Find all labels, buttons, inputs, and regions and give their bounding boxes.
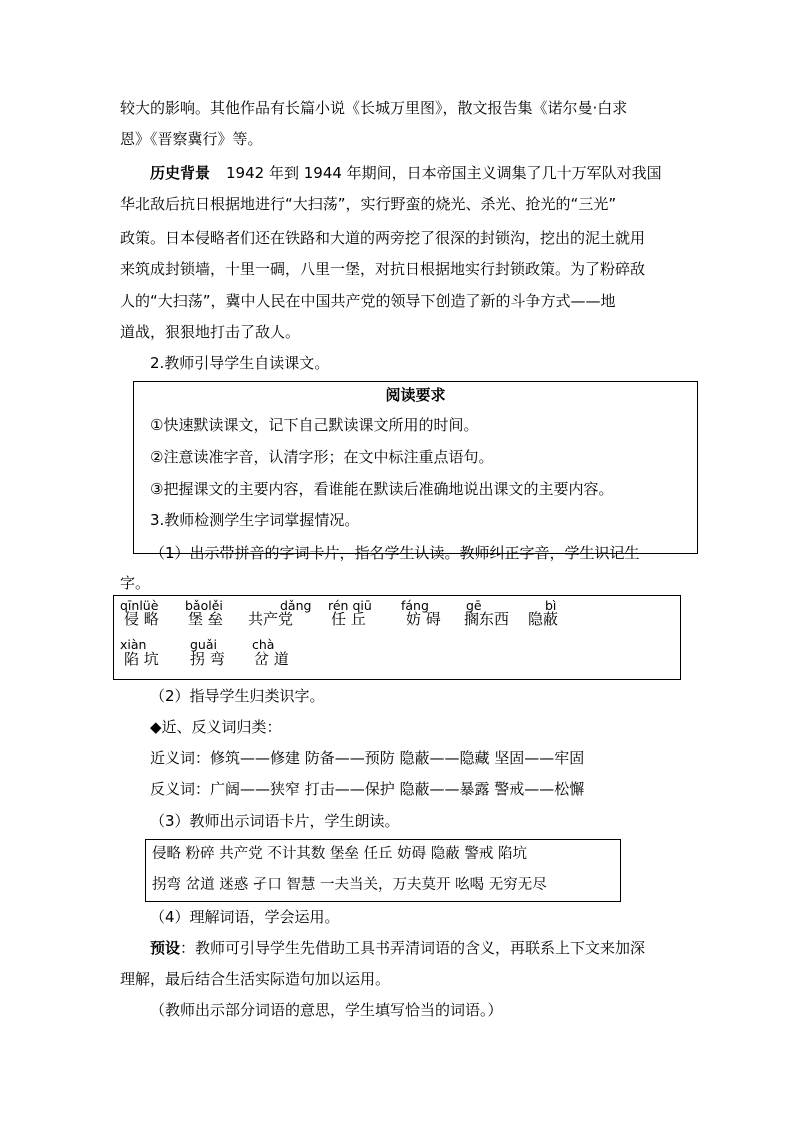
reading-requirements-title: 阅读要求 (385, 386, 446, 404)
word-card (145, 839, 621, 902)
antonyms-line: 反义词：广阔——狭窄 打击——保护 隐蔽——暴露 警戒——松懈 (150, 780, 585, 798)
pinyin: bì (545, 598, 557, 613)
reading-requirement-1: ①快速默读课文，记下自己默读课文所用的时间。 (150, 416, 479, 434)
sub-1-line-2: 字。 (120, 574, 151, 592)
history-first-line (150, 162, 662, 184)
synonyms-line: 近义词：修筑——修建 防备——预防 隐蔽——隐藏 坚固——牢固 (150, 749, 585, 767)
history-line-6: 道战，狠狠地打击了敌人。 (120, 323, 301, 341)
hanzi: 任 丘 (331, 610, 366, 628)
hanzi: 岔 道 (254, 650, 289, 668)
word-card-row-1: 侵略 粉碎 共产党 不计其数 堡垒 任丘 妨碍 隐蔽 警戒 陷坑 (152, 846, 527, 862)
history-line-2: 华北敌后抗日根据地进行“大扫荡”，实行野蛮的烧光、杀光、抢光的“三光” (120, 195, 617, 213)
step-3: 3.教师检测学生字词掌握情况。 (150, 511, 360, 529)
hanzi: 侵 略 (124, 610, 159, 628)
pinyin: rén qiū (328, 598, 372, 613)
hanzi: 搁东西 (464, 610, 510, 628)
hanzi: 陷 坑 (124, 650, 159, 668)
reading-requirement-2: ②注意读准字音，认清字形；在文中标注重点语句。 (150, 448, 494, 466)
hanzi: 共产党 (248, 610, 294, 628)
sub-1-line-1: （1）出示带拼音的字词卡片，指名学生认读。教师纠正字音，学生识记生 (150, 544, 640, 562)
history-line-5: 人的“大扫荡”，冀中人民在中国共产党的领导下创造了新的斗争方式——地 (120, 292, 616, 310)
pinyin-card (113, 595, 681, 680)
sub-4: （4）理解词语，学会运用。 (150, 908, 340, 926)
pinyin: bǎolěi (185, 598, 223, 613)
hanzi: 拐 弯 (190, 650, 225, 668)
history-line-4: 来筑成封锁墙，十里一碉，八里一堡，对抗日根据地实行封锁政策。为了粉碎敌 (120, 260, 646, 278)
teacher-note: （教师出示部分词语的意思，学生填写恰当的词语。） (150, 1001, 503, 1019)
pinyin: gē (466, 598, 482, 613)
hanzi: 堡 垒 (188, 610, 223, 628)
category-heading: ◆近、反义词归类： (150, 718, 282, 736)
pinyin: chà (252, 637, 275, 652)
step-2: 2.教师引导学生自读课文。 (150, 354, 330, 372)
preset-line-2: 理解，最后结合生活实际造句加以运用。 (120, 970, 391, 988)
history-line-3: 政策。日本侵略者们还在铁路和大道的两旁挖了很深的封锁沟，挖出的泥土就用 (120, 229, 646, 247)
reading-requirement-3: ③把握课文的主要内容，看谁能在默读后准确地说出课文的主要内容。 (150, 480, 614, 498)
hanzi: 隐蔽 (528, 610, 559, 628)
word-card-row-2: 拐弯 岔道 迷惑 孑口 智慧 一夫当关，万夫莫开 吆喝 无穷无尽 (152, 877, 547, 893)
intro-line-1: 较大的影响。其他作品有长篇小说《长城万里图》，散文报告集《诺尔曼·白求 (120, 99, 628, 117)
pinyin: xiàn (120, 637, 147, 652)
pinyin: guǎi (190, 637, 217, 652)
reading-requirements-box (133, 381, 698, 554)
preset-first-line (150, 937, 645, 959)
history-label: 历史背景 (150, 164, 211, 182)
pinyin: dǎng (280, 598, 312, 613)
pinyin: fáng (401, 598, 429, 613)
preset-line-1: ：教师可引导学生先借助工具书弄清词语的含义，再联系上下文来加深 (180, 939, 646, 957)
hanzi: 妨 碍 (406, 610, 441, 628)
sub-3: （3）教师出示词语卡片，学生朗读。 (150, 812, 400, 830)
intro-line-2: 恩》《晋察冀行》等。 (120, 130, 263, 148)
preset-label: 预设 (150, 939, 181, 957)
sub-2: （2）指导学生归类识字。 (150, 687, 325, 705)
pinyin: qīnlüè (120, 598, 159, 613)
history-line-1: 1942 年到 1944 年期间，日本帝国主义调集了几十万军队对我国 (226, 164, 662, 182)
